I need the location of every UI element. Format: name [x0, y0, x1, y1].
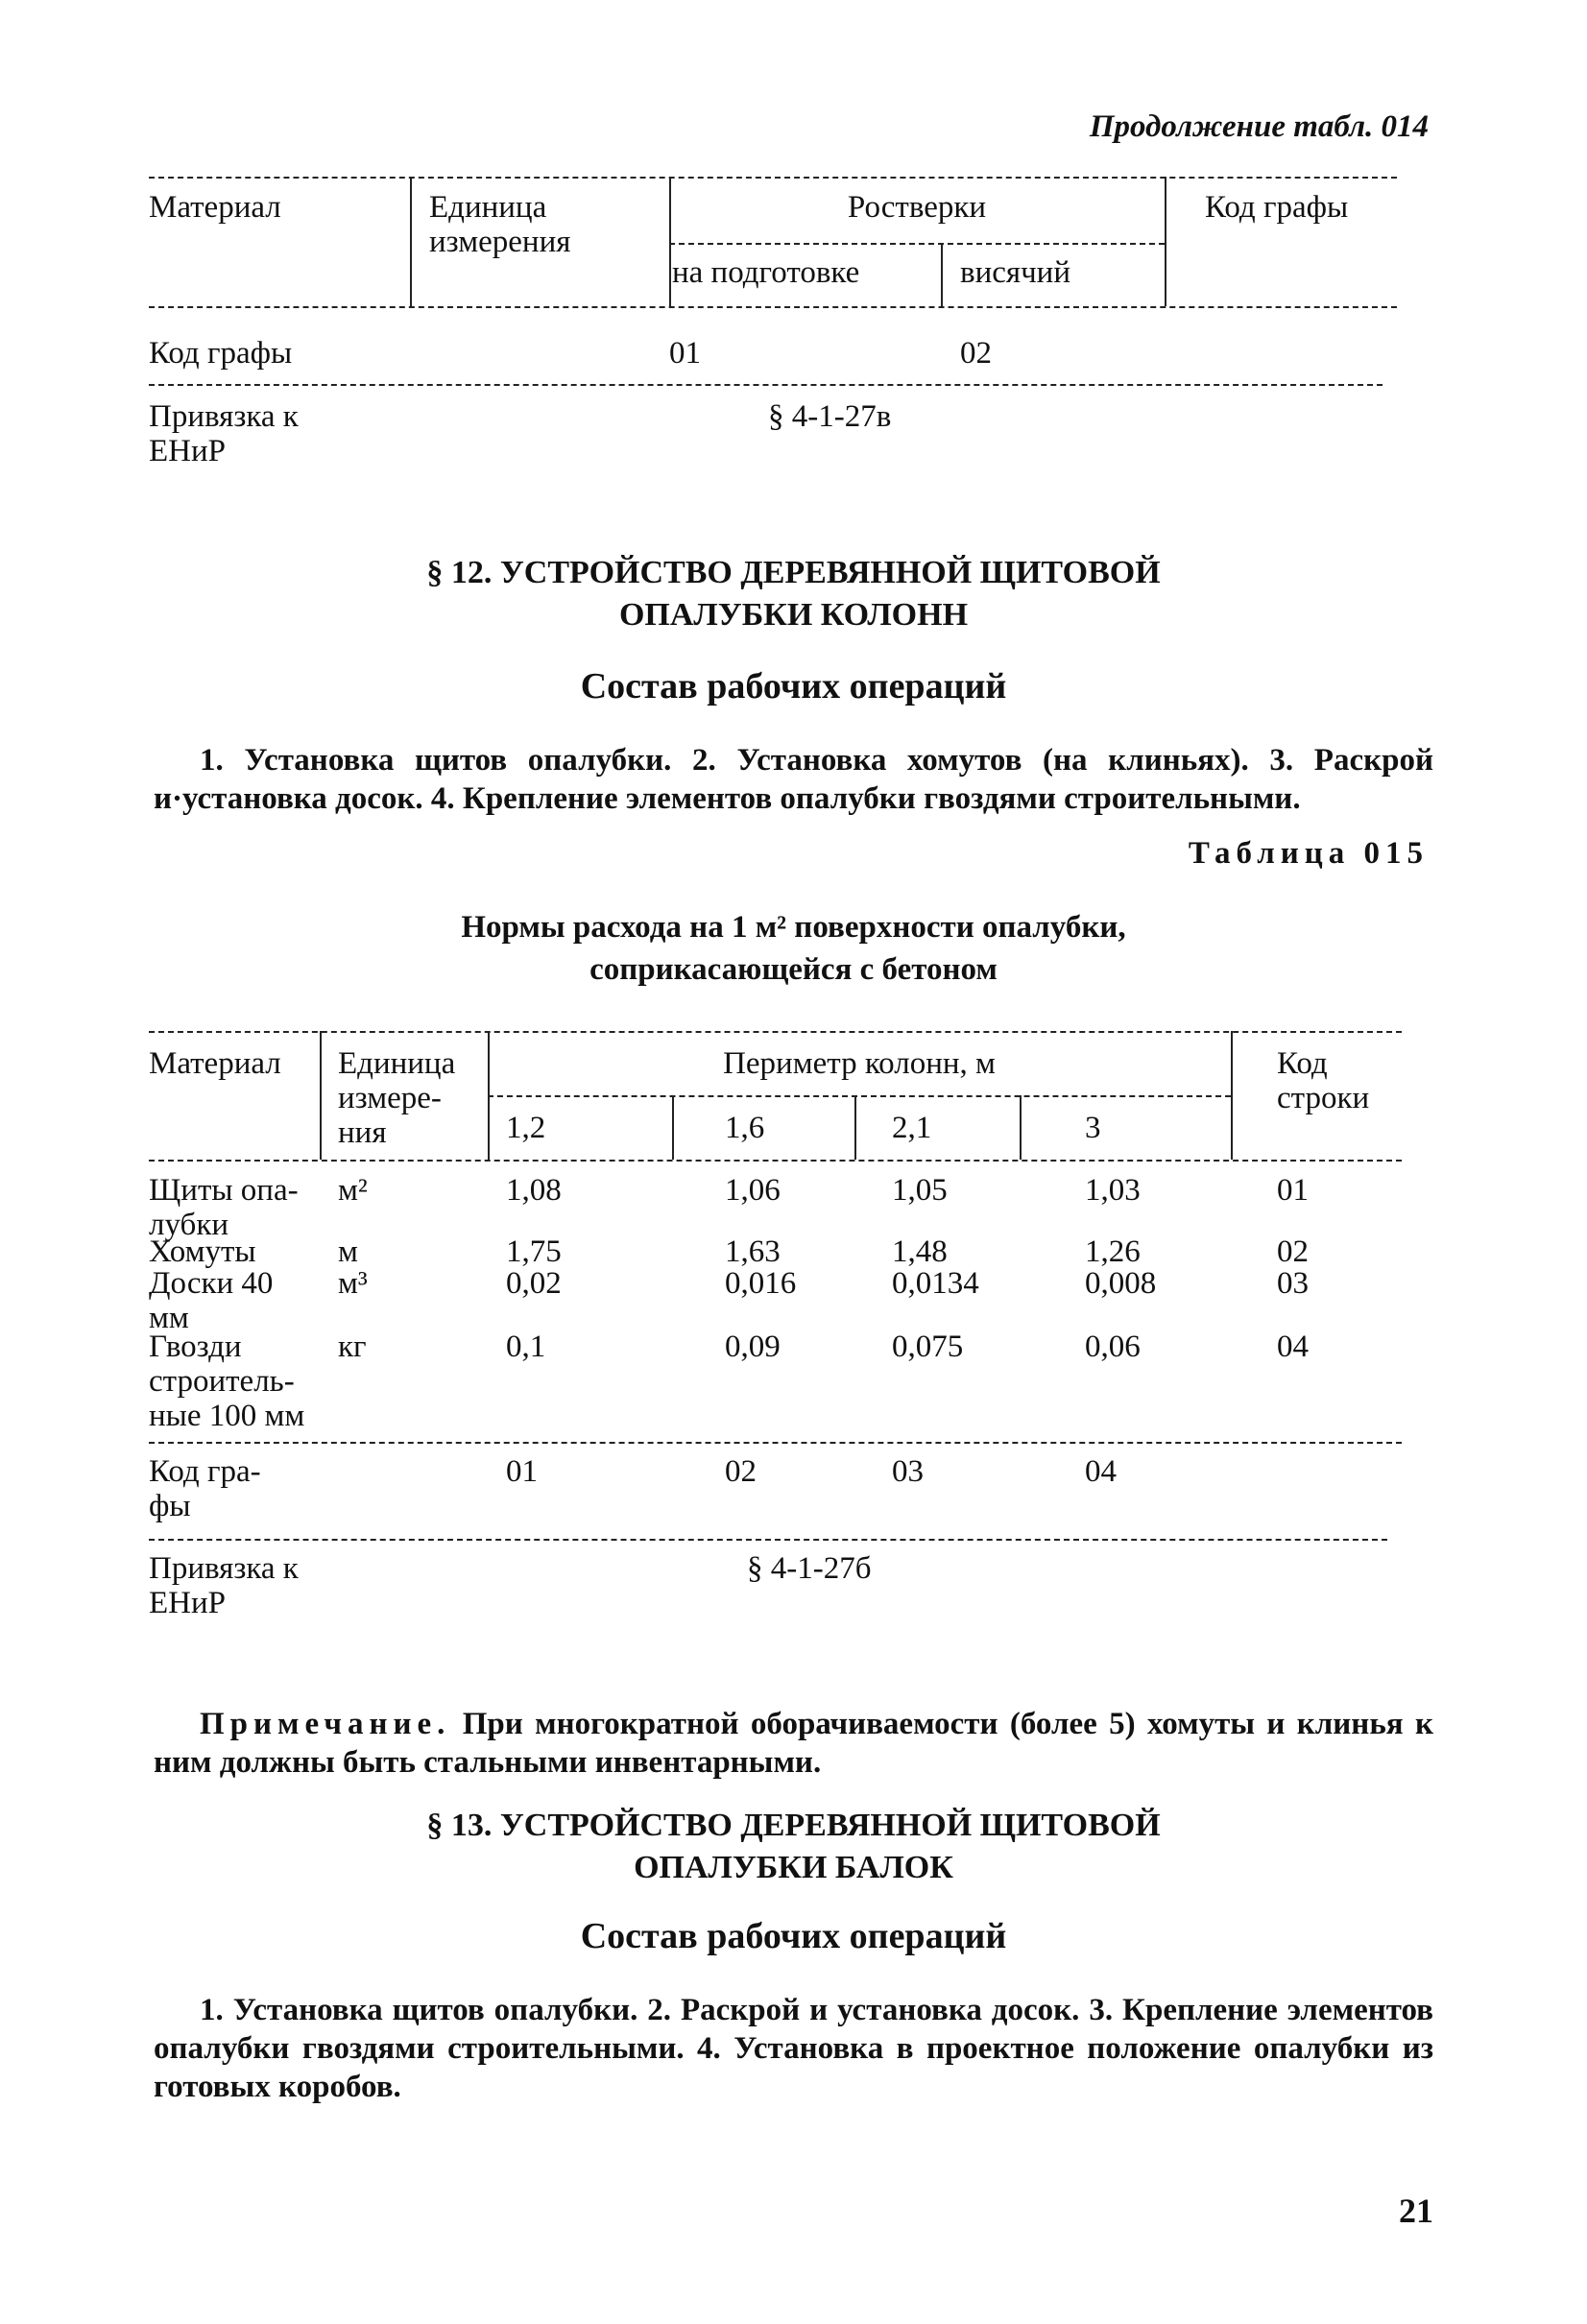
- privyazka-label: Привязка к ЕНиР: [149, 1551, 299, 1620]
- kod-grafy-label: Код гра- фы: [149, 1454, 261, 1523]
- col-header-material: Материал: [149, 1046, 281, 1081]
- kod-grafy-label: Код графы: [149, 336, 293, 371]
- row-value: 1,05: [892, 1173, 948, 1208]
- table-rule: [149, 384, 1383, 386]
- row-value: 1,75: [506, 1234, 562, 1269]
- col-header-rostverki: Ростверки: [847, 190, 987, 225]
- row-value: 1,26: [1085, 1234, 1141, 1269]
- row-material: Щиты опа- лубки: [149, 1173, 299, 1242]
- row-material: Гвозди строитель- ные 100 мм: [149, 1330, 305, 1433]
- row-material: Хомуты: [149, 1234, 256, 1269]
- table-divider: [410, 177, 412, 306]
- table-rule: [488, 1095, 1231, 1097]
- kod-grafy-value: 02: [725, 1454, 757, 1489]
- table-rule: [149, 1031, 1402, 1033]
- privyazka-value: § 4-1-27б: [747, 1551, 872, 1586]
- row-value: 1,63: [725, 1234, 781, 1269]
- row-unit: м: [338, 1234, 358, 1269]
- page-number: 21: [1399, 2192, 1433, 2230]
- row-code: 01: [1277, 1173, 1309, 1208]
- note-text: При многократной оборачиваемости (более 5) хомуты и клинья к ним должны быть стальными инвентарными.: [154, 1707, 1433, 1780]
- table-divider: [941, 243, 943, 306]
- kod-grafy-value: 04: [1085, 1454, 1117, 1489]
- continuation-caption: Продолжение табл. 014: [1089, 109, 1429, 144]
- table-divider: [1165, 177, 1166, 306]
- row-code: 03: [1277, 1266, 1309, 1301]
- row-unit: кг: [338, 1330, 367, 1364]
- col-header-perimeter: Периметр колонн, м: [723, 1046, 996, 1081]
- row-code: 02: [1277, 1234, 1309, 1269]
- table-rule: [149, 1442, 1402, 1444]
- perimeter-value: 1,2: [506, 1111, 546, 1145]
- kod-grafy-value: 02: [960, 336, 992, 371]
- row-value: 0,0134: [892, 1266, 979, 1301]
- table-divider: [854, 1095, 856, 1160]
- kod-grafy-value: 01: [506, 1454, 538, 1489]
- row-value: 0,008: [1085, 1266, 1157, 1301]
- row-value: 0,1: [506, 1330, 546, 1364]
- sub-header-visyachiy: висячий: [960, 255, 1070, 290]
- row-value: 1,06: [725, 1173, 781, 1208]
- section-title-line: § 12. УСТРОЙСТВО ДЕРЕВЯННОЙ ЩИТОВОЙ: [426, 555, 1161, 590]
- table-rule: [149, 306, 1397, 308]
- table-title-line: Нормы расхода на 1 м² поверхности опалубки,: [461, 910, 1126, 945]
- table-divider: [672, 1095, 674, 1160]
- section-13-title: [149, 1805, 1438, 1889]
- section-title-line: ОПАЛУБКИ КОЛОНН: [618, 597, 969, 633]
- col-header-material: Материал: [149, 190, 281, 225]
- col-header-kod-grafy: Код графы: [1205, 190, 1349, 225]
- perimeter-value: 2,1: [892, 1111, 932, 1145]
- section-title-line: § 13. УСТРОЙСТВО ДЕРЕВЯННОЙ ЩИТОВОЙ: [426, 1808, 1161, 1843]
- table-rule: [669, 243, 1165, 245]
- row-code: 04: [1277, 1330, 1309, 1364]
- row-value: 1,08: [506, 1173, 562, 1208]
- perimeter-value: 1,6: [725, 1111, 765, 1145]
- row-value: 1,48: [892, 1234, 948, 1269]
- row-unit: м³: [338, 1266, 368, 1301]
- section-title-line: ОПАЛУБКИ БАЛОК: [634, 1850, 953, 1885]
- row-value: 0,06: [1085, 1330, 1141, 1364]
- table-divider: [1020, 1095, 1022, 1160]
- kod-grafy-value: 01: [669, 336, 701, 371]
- row-material: Доски 40 мм: [149, 1266, 274, 1335]
- table-rule: [149, 1539, 1387, 1541]
- sub-header-podgotovke: на подготовке: [672, 255, 860, 290]
- table-divider: [1231, 1031, 1233, 1160]
- row-value: 1,03: [1085, 1173, 1141, 1208]
- privyazka-value: § 4-1-27в: [768, 399, 892, 434]
- ops-text: 1. Установка щитов опалубки. 2. Установка хомутов (на клиньях). 3. Раскрой и·установка досок. 4. Крепление элементов опалубки гвоздями строительными.: [154, 743, 1433, 816]
- row-value: 0,09: [725, 1330, 781, 1364]
- note: [154, 1705, 1433, 1782]
- perimeter-value: 3: [1085, 1111, 1101, 1145]
- col-header-unit: Единица измере- ния: [338, 1046, 456, 1150]
- kod-grafy-value: 03: [892, 1454, 924, 1489]
- ops-text: 1. Установка щитов опалубки. 2. Раскрой и установка досок. 3. Крепление элементов опалубки гвоздями строительными. 4. Установка в проектное положение опалубки из готовых коробов.: [154, 1993, 1433, 2104]
- row-value: 0,075: [892, 1330, 964, 1364]
- table-rule: [149, 1160, 1402, 1162]
- row-unit: м²: [338, 1173, 368, 1208]
- col-header-unit: Единица измерения: [429, 190, 571, 259]
- table-label: Таблица 015: [1188, 836, 1429, 871]
- ops-heading: Состав рабочих операций: [580, 666, 1007, 707]
- note-prefix: Примечание.: [200, 1707, 451, 1741]
- table-title-line: соприкасающейся с бетоном: [589, 952, 998, 987]
- table-rule: [149, 177, 1397, 179]
- table-015-title: [149, 906, 1438, 991]
- privyazka-label: Привязка к ЕНиР: [149, 399, 299, 468]
- row-value: 0,02: [506, 1266, 562, 1301]
- row-value: 0,016: [725, 1266, 797, 1301]
- section-12-title: [149, 552, 1438, 636]
- table-divider: [320, 1031, 322, 1160]
- col-header-kod-stroki: Код строки: [1277, 1046, 1370, 1115]
- ops-heading: Состав рабочих операций: [580, 1916, 1007, 1956]
